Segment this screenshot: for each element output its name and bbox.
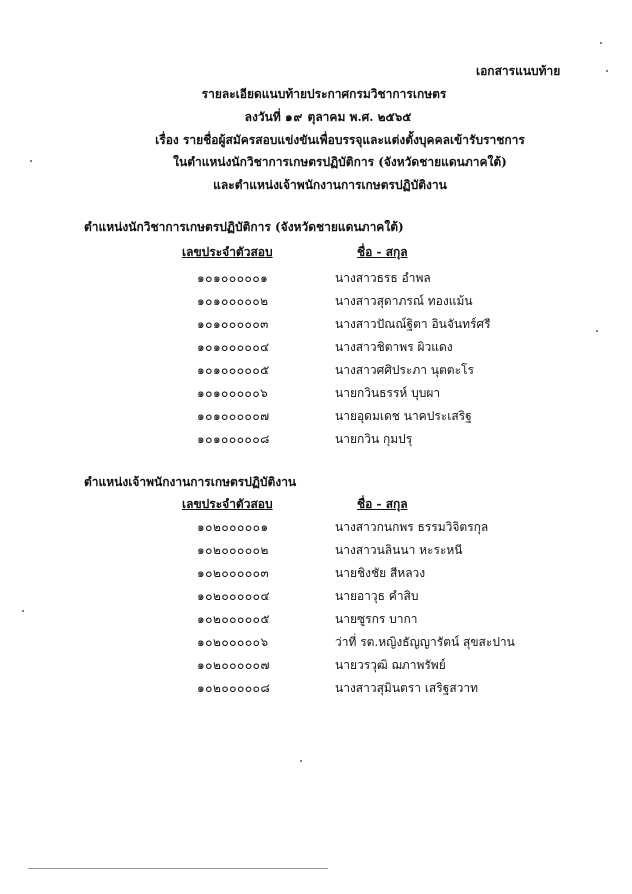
section-1-row-5-name: นางสาวศศิประภา นุตตะโร [335, 363, 474, 377]
section-2-row-7-name: นายวรวุฒิ ฌภาพรัพย์ [335, 658, 446, 672]
scan-edge-line [28, 868, 328, 869]
date-day: ๑๙ [284, 110, 304, 124]
section-2-title: ตำแหน่งเจ้าพนักงานการเกษตรปฏิบัติงาน [84, 475, 297, 489]
section-1-row-4-name: นางสาวชิตาพร ผิวแดง [335, 340, 453, 354]
scan-speck [596, 330, 598, 332]
section-2-row-6-name: ว่าที่ รต.หญิงธัญญารัตน์ สุขสะปาน [335, 635, 515, 649]
section-1-row-5-id: ๑๐๑๐๐๐๐๐๕ [197, 363, 270, 377]
section-2-row-5-name: นายซูรกร บากา [335, 612, 418, 626]
section-1-row-8-id: ๑๐๑๐๐๐๐๐๘ [197, 432, 270, 446]
section-1-row-1-name: นางสาวธรธ อำพล [335, 271, 431, 285]
date-month: ตุลาคม [307, 110, 346, 124]
section-2-row-4-name: นายอาวุธ คำสิบ [335, 589, 419, 603]
section-1-row-1-id: ๑๐๑๐๐๐๐๐๑ [197, 271, 269, 285]
section-1-row-7-id: ๑๐๑๐๐๐๐๐๗ [197, 409, 270, 423]
section-1-row-2-name: นางสาวสุดาภรณ์ ทองแม้น [335, 294, 473, 308]
section-2-row-6-id: ๑๐๒๐๐๐๐๐๖ [197, 635, 269, 649]
header-line-2 [12, 108, 632, 127]
header-line-4: ในตำแหน่งนักวิชาการเกษตรปฏิบัติการ (จังหวัดชายแดนภาคใต้) [173, 155, 507, 169]
section-2-col-id-header: เลขประจำตัวสอบ [182, 497, 273, 511]
section-2-row-1-name: นางสาวกนกพร ธรรมวิจิตรกุล [335, 520, 489, 534]
section-1-row-6-name: นายกวินธรรห์ บุบผา [335, 386, 441, 400]
section-2-row-8-name: นางสาวสุมินตรา เสริฐสวาท [335, 681, 479, 695]
header-line-3: เรื่อง รายชื่อผู้สมัครสอบแข่งขันเพื่อบรรจุและแต่งตั้งบุคคลเข้ารับราชการ [155, 133, 525, 147]
section-1-col-id-header: เลขประจำตัวสอบ [182, 245, 273, 259]
date-prefix: ลงวันที่ [244, 110, 281, 124]
section-1-row-2-id: ๑๐๑๐๐๐๐๐๒ [197, 294, 269, 308]
section-2-row-2-id: ๑๐๒๐๐๐๐๐๒ [197, 543, 269, 557]
section-2-row-4-id: ๑๐๒๐๐๐๐๐๔ [197, 589, 271, 603]
section-1-row-4-id: ๑๐๑๐๐๐๐๐๔ [197, 340, 270, 354]
section-2-row-8-id: ๑๐๒๐๐๐๐๐๘ [197, 681, 271, 695]
section-1-row-6-id: ๑๐๑๐๐๐๐๐๖ [197, 386, 269, 400]
date-year: พ.ศ. ๒๕๖๕ [349, 110, 412, 124]
section-2-row-7-id: ๑๐๒๐๐๐๐๐๗ [197, 658, 270, 672]
section-2-row-5-id: ๑๐๒๐๐๐๐๐๕ [197, 612, 271, 626]
section-2-row-3-id: ๑๐๒๐๐๐๐๐๓ [197, 566, 270, 580]
scan-speck [300, 760, 302, 762]
section-1-row-3-name: นางสาวปัณณ์ฐิตา อินจันทร์ศรี [335, 317, 491, 331]
section-1-row-7-name: นายอุดมเดช นาคประเสริฐ [335, 409, 472, 423]
header-line-5: และตำแหน่งเจ้าพนักงานการเกษตรปฏิบัติงาน [213, 178, 447, 192]
section-1-row-3-id: ๑๐๑๐๐๐๐๐๓ [197, 317, 269, 331]
section-2-col-name-header: ชื่อ - สกุล [357, 497, 408, 511]
scan-speck [30, 160, 32, 162]
section-2-row-3-name: นายชิงชัย สีหลวง [335, 566, 426, 580]
scan-speck [22, 610, 24, 612]
section-1-row-8-name: นายกวิน กุมปรุ [335, 432, 413, 446]
section-2-row-2-name: นางสาวนลินนา หะระหนี [335, 543, 463, 557]
scan-speck [606, 70, 608, 72]
header-line-1: รายละเอียดแนบท้ายประกาศกรมวิชาการเกษตร [201, 87, 447, 101]
scan-speck [600, 42, 602, 44]
section-1-title: ตำแหน่งนักวิชาการเกษตรปฏิบัติการ (จังหวัดชายแดนภาคใต้) [84, 220, 404, 234]
section-2-row-1-id: ๑๐๒๐๐๐๐๐๑ [197, 520, 269, 534]
attachment-label: เอกสารแนบท้าย [476, 64, 561, 78]
section-1-col-name-header: ชื่อ - สกุล [357, 245, 408, 259]
